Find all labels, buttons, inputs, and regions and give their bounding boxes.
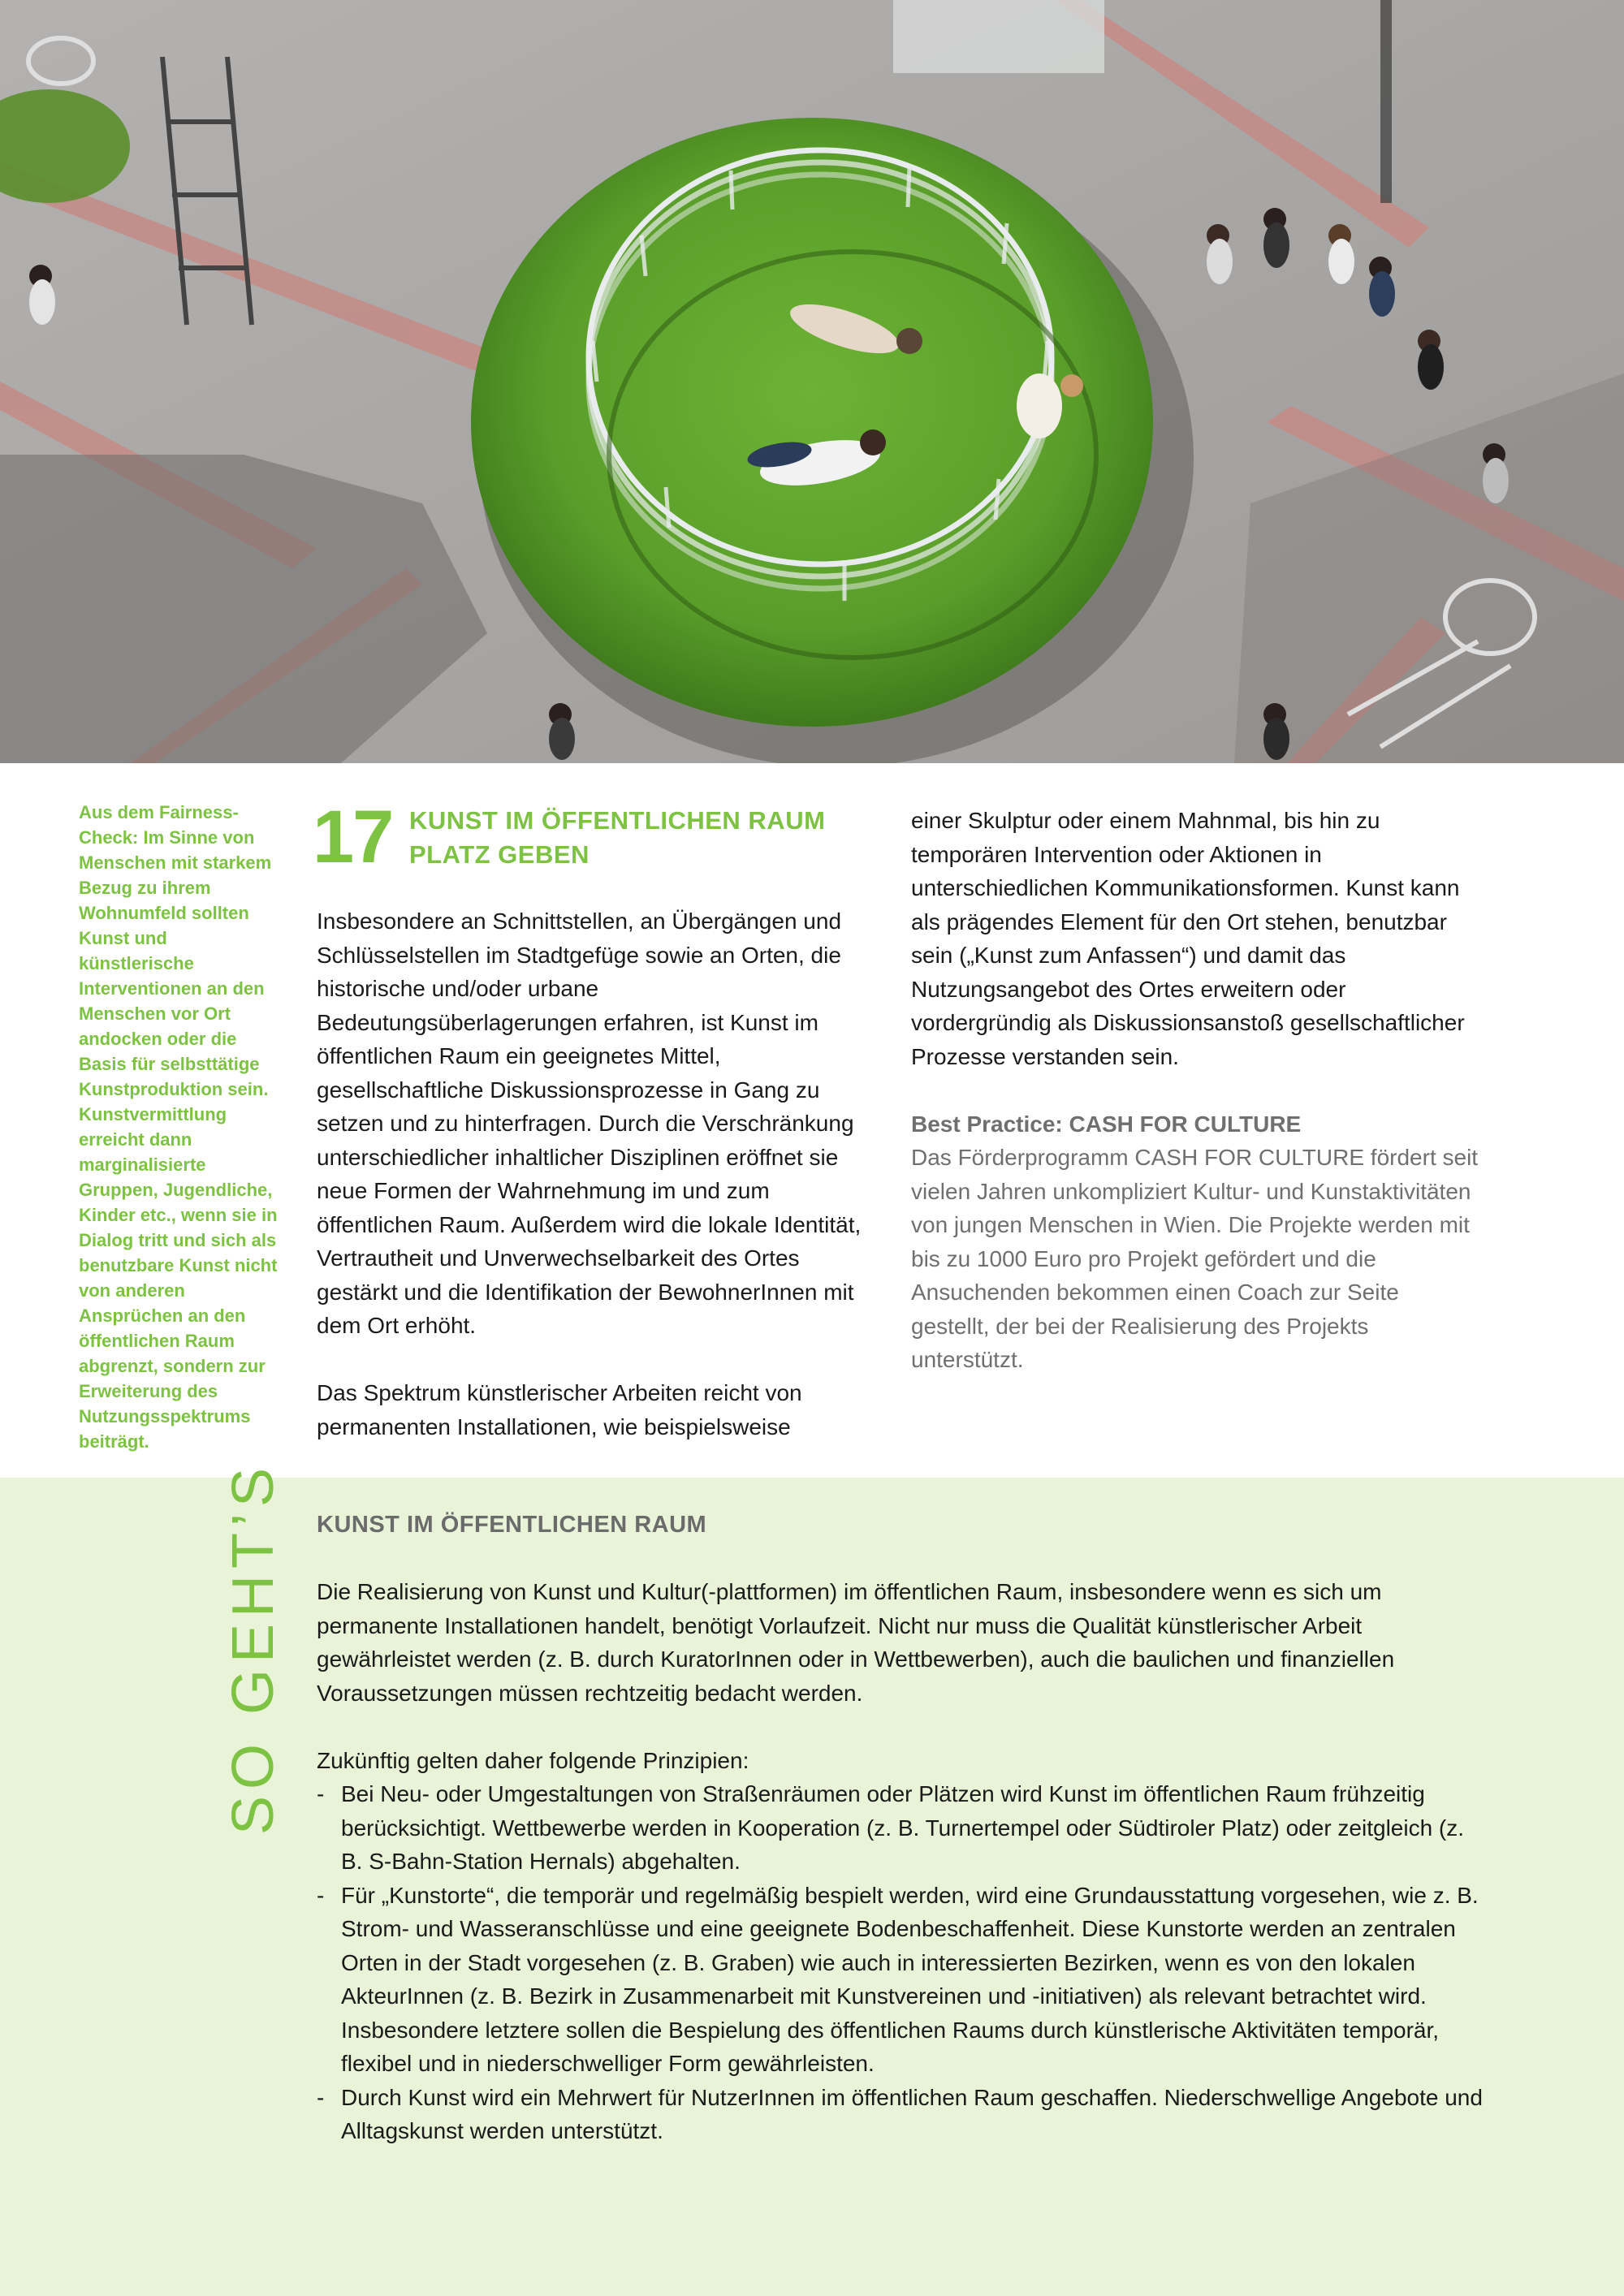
fairness-check-sidebar (79, 800, 282, 1454)
section-title (409, 804, 864, 872)
section-number: 17 (313, 796, 393, 878)
best-practice-text: Das Förderprogramm CASH FOR CULTURE fördert seit vielen Jahren unkompliziert Kultur- und Kunstaktivitäten von jungen Menschen in Wien. Die Projekte werden mit bis zu 1000 Euro pro Projekt gefördert und die Ansuchenden bekommen einen Coach zur Seite gestellt, der bei der Realisierung des Projekts unterstützt. (911, 1145, 1479, 1372)
list-item: - Durch Kunst wird ein Mehrwert für NutzerInnen im öffentlichen Raum geschaffen. Niederschwellige Angebote und Alltagskunst werden unterstützt. (317, 2084, 1483, 2143)
so-gehts-intro: Die Realisierung von Kunst und Kultur(-plattformen) im öffentlichen Raum, insbesondere wenn es sich um permanente Installationen handelt, benötigt Vorlaufzeit. Nicht nur muss die Qualität künstlerischer Arbeit gewährleistet werden (z. B. durch KuratorInnen oder in Wettbewerben), auch die baulichen und finanziellen Voraussetzungen müssen rechtzeitig bedacht werden. (317, 1579, 1395, 1706)
body-column-left-continuation (317, 1376, 885, 1444)
aerial-plaza-illustration (0, 0, 1624, 763)
section-title-line: KUNST IM ÖFFENTLICHEN RAUM (409, 806, 826, 835)
shelter-roof (893, 0, 1104, 73)
list-item: - Bei Neu- oder Umgestaltungen von Straßenräumen oder Plätzen wird Kunst im öffentlichen Raum frühzeitig berücksichtigt. Wettbewerbe werden in Kooperation (z. B. Turnertempel oder Südtiroler Platz) oder zeitgleich (z. B. S-Bahn-Station Hernals) abgehalten. (317, 1781, 1465, 1874)
so-gehts-lead: Zukünftig gelten daher folgende Prinzipien: (317, 1747, 749, 1773)
body-column-right (911, 804, 1479, 1377)
body-paragraph-start: Das Spektrum künstlerischer Arbeiten reicht von permanenten Installationen, wie beispielsweise (317, 1380, 802, 1439)
sidebar-text: Aus dem Fairness-Check: Im Sinne von Menschen mit starkem Bezug zu ihrem Wohnumfeld sollten Kunst und künstlerische Interventionen an den Menschen vor Ort andocken oder die Basis für selbsttätige Kunstproduktion sein. Kunstvermittlung erreicht dann marginalisierte Gruppen, Jugendliche, Kinder etc., wenn sie in Dialog tritt und sich als benutzbare Kunst nicht von anderen Ansprüchen an den öffentlichen Raum abgrenzt, sondern zur Erweiterung des Nutzungsspektrums beiträgt. (79, 802, 278, 1452)
so-gehts-body (317, 1575, 1486, 2148)
principles-list (317, 1777, 1486, 2148)
best-practice-box (911, 1107, 1479, 1377)
so-gehts-title: KUNST IM ÖFFENTLICHEN RAUM (317, 1512, 707, 1538)
body-paragraph: Insbesondere an Schnittstellen, an Übergängen und Schlüsselstellen im Stadtgefüge sowie an Orten, die historische und/oder urbane Bedeutungsüberlagerungen erfahren, ist Kunst im öffentlichen Raum ein geeignetes Mittel, gesellschaftliche Diskussionsprozesse in Gang zu setzen und zu hinterfragen. Durch die Verschränkung unterschiedlicher inhaltlicher Disziplinen eröffnet sie neue Formen der Wahrnehmung im und zum öffentlichen Raum. Außerdem wird die lokale Identität, Vertrautheit und Unverwechselbarkeit des Ortes gestärkt und die Identifikation der BewohnerInnen mit dem Ort erhöht. (317, 908, 862, 1338)
body-paragraph-continued: einer Skulptur oder einem Mahnmal, bis hin zu temporären Intervention oder Aktionen in unterschiedlichen Kommunikationsformen. Kunst kann als prägendes Element für den Ort stehen, benutzbar sein („Kunst zum Anfassen“) und damit das Nutzungsangebot des Ortes erweitern oder vordergründig als Diskussionsanstoß gesellschaftlicher Prozesse verstanden sein. (911, 808, 1465, 1069)
so-gehts-label: SO GEHT’S (221, 1461, 286, 1835)
best-practice-heading: Best Practice: CASH FOR CULTURE (911, 1111, 1302, 1137)
section-title-line: PLATZ GEBEN (409, 840, 590, 869)
body-column-left (317, 904, 885, 1376)
list-item: - Für „Kunstorte“, die temporär und regelmäßig bespielt werden, wird eine Grundausstattung vorgesehen, wie z. B. Strom- und Wasseranschlüsse und eine geeignete Bodenbeschaffenheit. Diese Kunstorte werden an zentralen Orten in der Stadt vorgesehen (z. B. Graben) wie auch in interessierten Bezirken, wenn es von den lokalen AkteurInnen (z. B. Bezirk in Zusammenarbeit mit Kunstvereinen und -initiativen) als relevant betrachtet wird. Insbesondere letztere sollen die Bespielung des öffentlichen Raums durch künstlerische Aktivitäten temporär, flexibel und in niederschwelliger Form gewährleisten. (317, 1882, 1479, 2076)
hero-photo (0, 0, 1624, 763)
